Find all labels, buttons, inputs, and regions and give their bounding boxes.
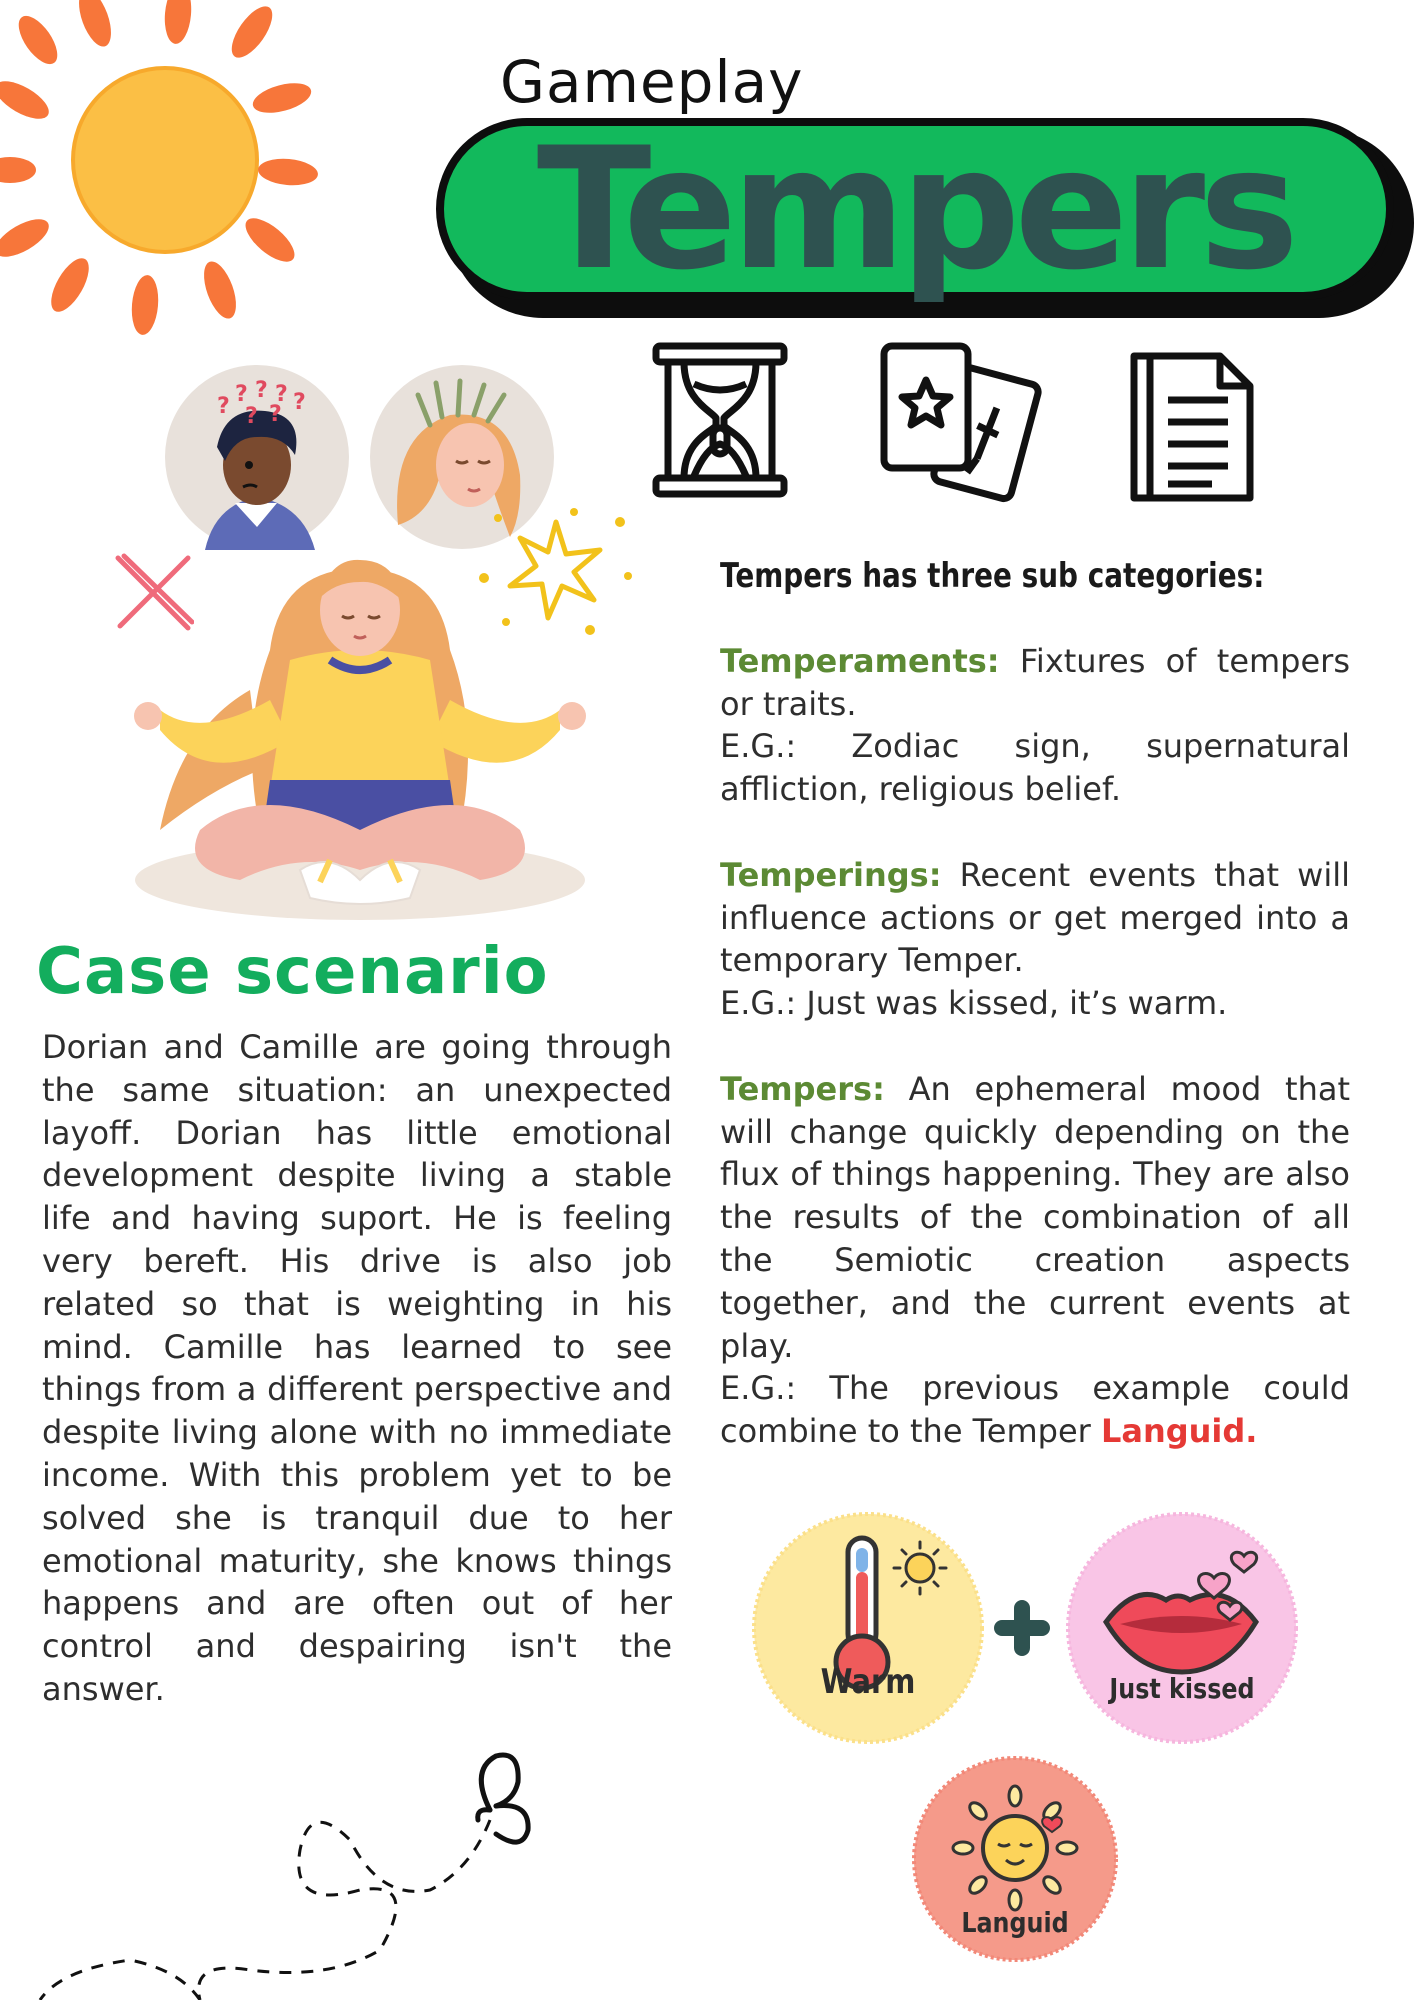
just-kissed-label: Just kissed [1109,1672,1255,1705]
tempers-example: E.G.: The previous example could combine to the Temper [720,1369,1350,1451]
temperaments-term: Temperaments: [720,641,1000,680]
svg-text:?: ? [217,394,230,419]
tempers-paragraph [720,1068,1350,1453]
temperaments-example: E.G.: Zodiac sign, supernatural affliction, religious belief. [720,727,1350,809]
warm-circle [752,1512,984,1744]
cards-icon [880,340,1050,510]
dorian-avatar [165,365,350,550]
subcategories-section [720,555,1350,1496]
butterfly-icon [0,1720,560,2000]
languid-highlight: Languid. [1100,1412,1258,1451]
svg-text:?: ? [245,404,258,429]
temperings-paragraph [720,854,1350,1025]
document-icon [1128,350,1258,505]
smiling-sun-icon [953,1786,1077,1910]
just-kissed-circle [1066,1512,1298,1744]
meditating-woman-illustration [120,530,600,930]
tempers-term: Tempers: [720,1069,885,1108]
languid-label: Languid [961,1906,1069,1939]
svg-text:?: ? [269,402,282,427]
temperings-desc: Recent events that will influence actions or get merged into a temporary Temper. [720,855,1350,980]
svg-text:?: ? [255,378,268,403]
svg-text:?: ? [235,382,248,407]
tempers-desc: An ephemeral mood that will change quickly depending on the flux of things happening. They are also the results of the combination of all the Semiotic creation aspects together, and the current events at play. [720,1069,1350,1365]
case-scenario-title: Case scenario [36,935,549,1009]
header-kicker: Gameplay [500,48,804,116]
hourglass-icon [650,340,790,500]
warm-badge [752,1512,984,1744]
sun-icon [0,0,330,340]
temperaments-paragraph [720,640,1350,811]
svg-text:?: ? [275,382,288,407]
temperings-term: Temperings: [720,855,942,894]
svg-text:?: ? [293,390,306,415]
subcategories-title: Tempers has three sub categories: [720,556,1265,596]
case-scenario-body: Dorian and Camille are going through the same situation: an unexpected layoff. Dorian has little emotional development despite living a stable life and having suport. He is feeling very bereft. His drive is also job related so that is weighting in his mind. Camille has learned to see things from a different perspective and despite living alone with no immediate income. With this problem yet to be solved she is tranquil due to her emotional maturity, she knows things happens and are often out of her control and despairing isn't the answer. [42,1028,672,1708]
warm-label: Warm [820,1662,916,1702]
languid-badge [912,1756,1118,1962]
temperings-example: E.G.: Just was kissed, it’s warm. [720,984,1228,1023]
just-kissed-badge [1066,1512,1298,1744]
plus-icon [992,1598,1052,1658]
temperaments-desc: Fixtures of tempers or traits. [720,641,1350,723]
page-title: Tempers [536,111,1294,307]
